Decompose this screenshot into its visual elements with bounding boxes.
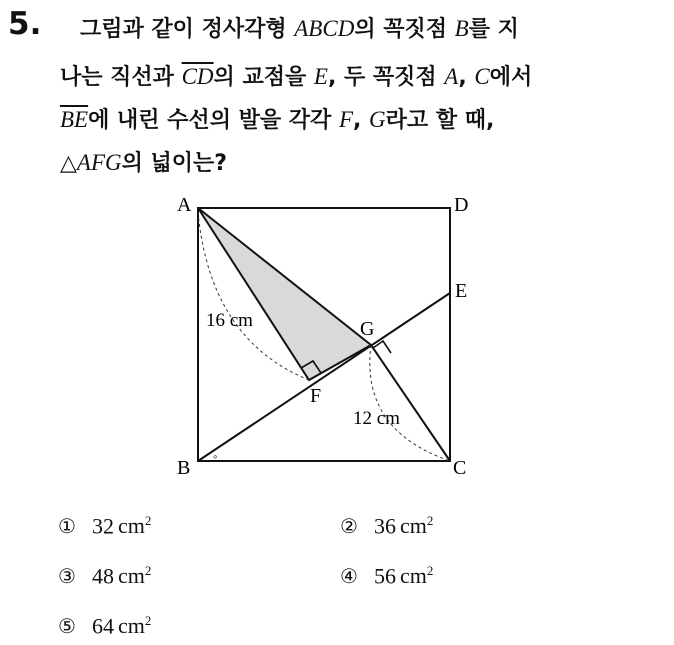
text-run: 에 내린 수선의 발을 각각 [88, 108, 339, 133]
text-run: △ [60, 151, 77, 176]
label-d: D [454, 194, 469, 216]
label-a: A [177, 194, 192, 216]
choice-value: 32 [91, 513, 114, 539]
choice-mark: ④ [340, 564, 358, 589]
choice-2[interactable] [340, 513, 433, 539]
choice-value: 48 [91, 563, 114, 589]
text-run: 그림과 같이 정사각형 [80, 17, 295, 42]
choice-5[interactable] [58, 613, 151, 639]
text-run: 를 지 [468, 17, 519, 42]
text-run: 의 넓이는? [121, 151, 228, 176]
choice-unit: cm [117, 513, 145, 539]
choice-unit: cm [117, 563, 145, 589]
choice-unit: cm [117, 613, 145, 639]
choice-exponent: 2 [426, 513, 434, 528]
text-run: 나는 직선과 [60, 65, 182, 90]
text-run: , [458, 65, 475, 90]
triangle-afg-shading [198, 208, 371, 380]
math-run: ABCD [294, 16, 355, 41]
length-label-cg: 12 cm [353, 408, 400, 429]
label-c: C [453, 457, 467, 479]
text-run: 의 교점을 [213, 65, 314, 90]
choice-exponent: 2 [144, 563, 152, 578]
math-run: A [444, 64, 459, 89]
choice-exponent: 2 [144, 513, 152, 528]
question-number: 5. [8, 6, 42, 42]
label-f: F [310, 385, 322, 407]
math-run: C [474, 64, 490, 89]
math-run: $\overline{BE}$ [60, 107, 89, 132]
choice-exponent: 2 [144, 613, 152, 628]
choice-value: 36 [373, 513, 396, 539]
math-run: $\overline{CD}$ [181, 64, 214, 89]
label-b: B [177, 457, 191, 479]
math-run: F [338, 107, 353, 132]
text-run: , [353, 108, 370, 133]
text-run: 의 꼭짓점 [354, 17, 455, 42]
math-run: B [454, 16, 469, 41]
choice-unit: cm [399, 563, 427, 589]
choice-mark: ③ [58, 564, 76, 589]
label-g: G [360, 318, 375, 340]
choice-4[interactable] [340, 563, 433, 589]
math-run: E [313, 64, 328, 89]
choice-exponent: 2 [426, 563, 434, 578]
choice-mark: ⑤ [58, 614, 76, 639]
choice-value: 64 [91, 613, 114, 639]
choice-value: 56 [373, 563, 396, 589]
segment-cg [371, 345, 450, 461]
text-run: 에서 [489, 65, 533, 90]
label-e: E [455, 280, 468, 302]
length-label-af: 16 cm [206, 310, 253, 331]
angle-mark-b: ∘ [212, 452, 219, 463]
math-run: G [369, 107, 386, 132]
math-run: AFG [76, 150, 122, 175]
text-run: 라고 할 때, [385, 108, 495, 133]
choice-mark: ② [340, 514, 358, 539]
choice-mark: ① [58, 514, 76, 539]
choice-1[interactable] [58, 513, 151, 539]
text-run: , 두 꼭짓점 [327, 65, 445, 90]
choice-3[interactable] [58, 563, 151, 589]
choice-unit: cm [399, 513, 427, 539]
